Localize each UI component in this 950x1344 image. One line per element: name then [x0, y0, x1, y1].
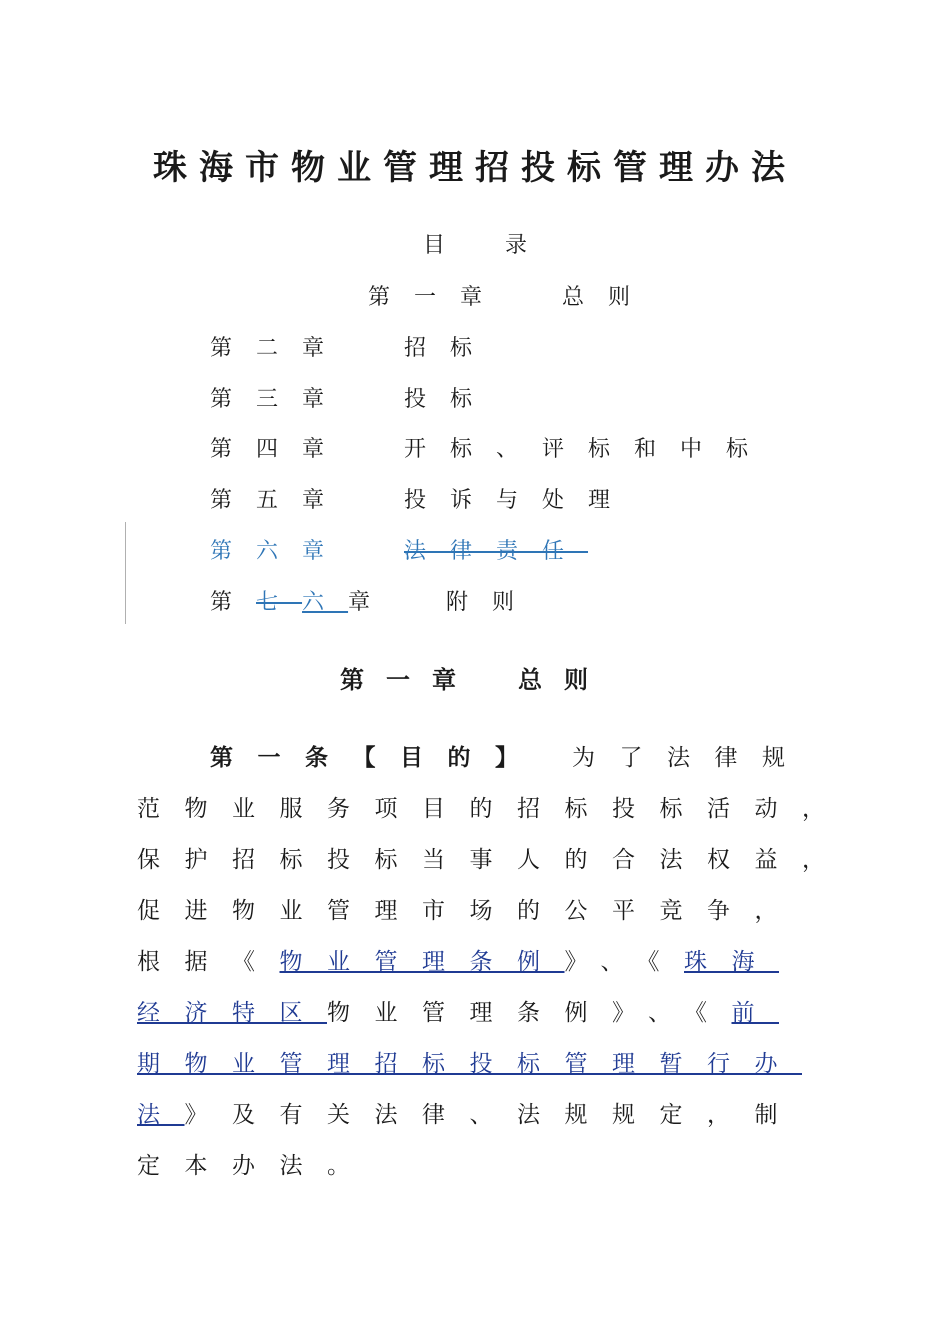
interim-measures-link[interactable]: 法 [137, 1102, 185, 1128]
toc-entry-1[interactable] [368, 280, 654, 311]
article1-line-8 [137, 1096, 802, 1129]
toc-chapter-prefix: 第 [210, 590, 257, 615]
article1-text: 》及有关法律、法规规定，制 [184, 1102, 802, 1128]
toc-entry-4[interactable] [210, 432, 772, 463]
article1-text: 物业管理条例》、《 [327, 1000, 732, 1026]
toc-chapter: 第五章 [210, 488, 349, 513]
interim-measures-link[interactable]: 前 [731, 1000, 779, 1026]
toc-chapter-name: 法律责任 [404, 539, 589, 564]
article1-line-6 [137, 994, 779, 1027]
article1-label: 第一条【目的】 [210, 745, 543, 771]
inserted-chapter-number: 六 [302, 590, 349, 615]
toc-chapter: 第四章 [210, 437, 349, 462]
article1-line-4: 促进物业管理市场的公平竞争， [137, 898, 802, 924]
regulation-link[interactable]: 物业管理条例 [279, 949, 565, 975]
toc-chapter: 第三章 [210, 387, 349, 412]
toc-entry-3[interactable] [210, 382, 496, 413]
toc-chapter-name: 投标 [404, 387, 497, 412]
toc-chapter: 第二章 [210, 336, 349, 361]
article1-text: 根据《 [137, 949, 280, 975]
article1-line-3: 保护招标投标当事人的合法权益， [137, 847, 850, 873]
toc-chapter: 第六章 [210, 539, 349, 564]
zhuhai-regulation-link[interactable]: 珠海 [684, 949, 779, 975]
deleted-chapter-number: 七 [256, 590, 303, 615]
revision-change-bar [125, 522, 126, 624]
article1-line-7 [137, 1045, 802, 1078]
toc-entry-2[interactable] [210, 331, 496, 362]
article1-text: 为了法律规 [572, 745, 810, 771]
chapter1-number: 第一章 [340, 666, 478, 694]
toc-entry-6-deleted[interactable] [210, 534, 588, 565]
toc-chapter-name: 总则 [562, 285, 655, 310]
document-title: 珠海市物业管理招投标管理办法 [153, 148, 797, 188]
toc-chapter-name: 附则 [446, 590, 539, 615]
toc-chapter: 第一章 [368, 285, 507, 310]
toc-entry-5[interactable] [210, 483, 634, 514]
article1-line-9: 定本办法。 [137, 1153, 375, 1179]
interim-measures-link[interactable]: 期物业管理招标投标管理暂行办 [137, 1051, 802, 1077]
article1-text: 》、《 [564, 949, 684, 975]
toc-chapter-name: 招标 [404, 336, 497, 361]
chapter1-name: 总则 [518, 666, 610, 694]
toc-entry-7[interactable] [210, 585, 538, 616]
article1-line-1 [210, 739, 810, 772]
chapter1-heading [0, 660, 950, 695]
article1-line-5 [137, 943, 779, 976]
zhuhai-regulation-link[interactable]: 经济特区 [137, 1000, 327, 1026]
toc-heading: 目录 [422, 233, 587, 258]
article1-line-2: 范物业服务项目的招标投标活动， [137, 796, 850, 822]
toc-chapter-name: 开标、评标和中标 [404, 437, 773, 462]
toc-chapter-name: 投诉与处理 [404, 488, 635, 513]
toc-chapter-suffix: 章 [348, 590, 395, 615]
